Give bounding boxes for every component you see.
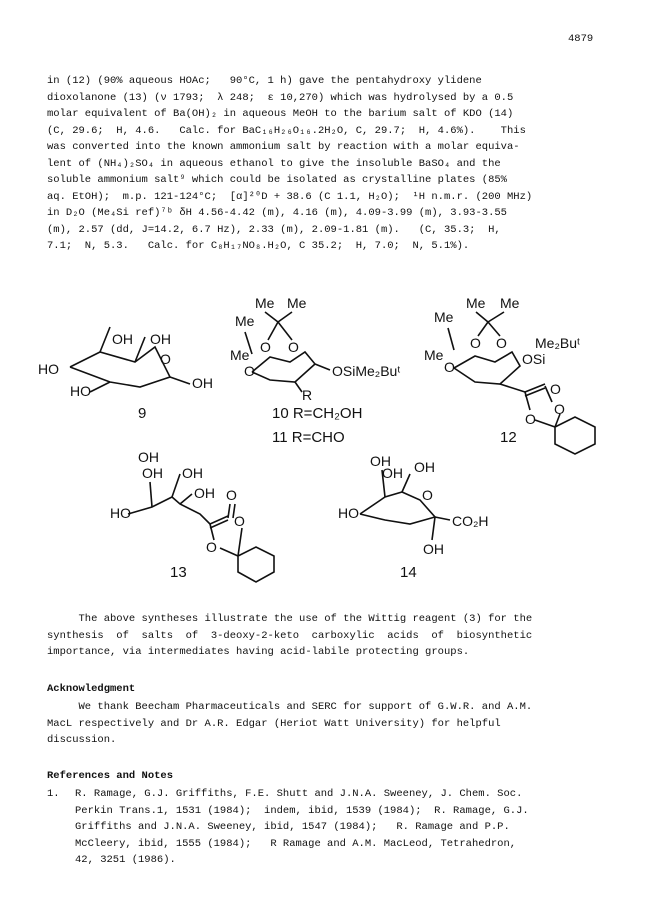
atom-oh: OH — [423, 541, 444, 557]
acknowledgment-body — [47, 699, 610, 749]
text-line: 42, 3251 (1986). — [75, 854, 176, 866]
reference-number: 1. — [47, 788, 60, 800]
structure-9 — [38, 327, 213, 422]
text-line: MacL respectively and Dr A.R. Edgar (Heriot Watt University) for helpful — [47, 717, 501, 730]
structure-12 — [424, 295, 595, 454]
atom-o: O — [470, 335, 481, 351]
text-line: synthesis of salts of 3-deoxy-2-keto carboxylic acids of biosynthetic — [47, 629, 533, 642]
references-list — [47, 786, 610, 869]
atom-o: O — [234, 513, 245, 529]
atom-o: O — [160, 351, 171, 367]
atom-me: Me — [255, 295, 275, 311]
atom-me: Me — [287, 295, 307, 311]
paragraph-conclusion — [47, 611, 610, 661]
atom-me: Me — [466, 295, 486, 311]
text-line: Perkin Trans.1, 1531 (1984); indem, ibid, 1539 (1984); R. Ramage, G.J. — [75, 804, 529, 817]
text-line: lent of (NH₄)₂SO₄ in aqueous ethanol to give the insoluble BaSO₄ and the — [47, 157, 501, 170]
atom-o: O — [554, 401, 565, 417]
atom-oh: OH — [192, 375, 213, 391]
text-line: 7.1; N, 5.3. Calc. for C₈H₁₇NO₈.H₂O, C 35.2; H, 7.0; N, 5.1%). — [47, 240, 470, 252]
atom-o: O — [260, 339, 271, 355]
structure-label-10: 10 R=CH₂OH — [272, 405, 363, 422]
atom-oh: OH — [414, 459, 435, 475]
atom-oh: OH — [142, 465, 163, 481]
text-line: aq. EtOH); m.p. 121-124°C; [α]²⁰D + 38.6 (C 1.1, H₂O); ¹H n.m.r. (200 MHz) — [47, 190, 533, 203]
atom-ho: HO — [38, 361, 59, 377]
atom-o: O — [226, 487, 237, 503]
atom-o: O — [550, 381, 561, 397]
text-line: in D₂O (Me₄Si ref)⁷ᵇ δH 4.56-4.42 (m), 4.16 (m), 4.09-3.99 (m), 3.93-3.55 — [47, 207, 507, 219]
atom-osi: OSi — [522, 351, 546, 367]
paragraph-synthesis — [47, 73, 610, 255]
structure-label-14: 14 — [400, 564, 417, 581]
atom-oh: OH — [182, 465, 203, 481]
references-heading: References and Notes — [47, 770, 174, 782]
structure-label-12: 12 — [500, 429, 517, 446]
text-line: discussion. — [47, 734, 117, 746]
acknowledgment-heading: Acknowledgment — [47, 683, 136, 695]
structure-10-11 — [230, 295, 400, 446]
structure-13 — [110, 449, 274, 582]
atom-o: O — [422, 487, 433, 503]
atom-oh: OH — [382, 465, 403, 481]
atom-me: Me — [434, 309, 454, 325]
text-line: The above syntheses illustrate the use of the Wittig reagent (3) for the — [47, 613, 533, 625]
text-line: R. Ramage, G.J. Griffiths, F.E. Shutt and J.N.A. Sweeney, J. Chem. Soc. — [75, 788, 523, 800]
structure-label-9: 9 — [138, 405, 147, 422]
atom-me: Me — [500, 295, 520, 311]
text-line: was converted into the known ammonium salt by reaction with a molar equiva- — [47, 141, 520, 153]
atom-oh: OH — [112, 331, 133, 347]
text-line: (m), 2.57 (dd, J=14.2, 6.7 Hz), 2.33 (m), 2.09-1.81 (m). (C, 35.3; H, — [47, 223, 501, 236]
atom-me: Me — [230, 347, 250, 363]
atom-oh: OH — [150, 331, 171, 347]
structure-label-13: 13 — [170, 564, 187, 581]
atom-o: O — [288, 339, 299, 355]
atom-o: O — [206, 539, 217, 555]
text-line: McCleery, ibid, 1555 (1984); R Ramage and A.M. MacLeod, Tetrahedron, — [75, 837, 517, 850]
atom-me: Me — [424, 347, 444, 363]
chemical-structures-figure — [30, 292, 640, 592]
text-line: in (12) (90% aqueous HOAc; 90°C, 1 h) gave the pentahydroxy ylidene — [47, 75, 482, 87]
atom-me: Me — [235, 313, 255, 329]
atom-o: O — [496, 335, 507, 351]
text-line: soluble ammonium salt⁹ which could be isolated as crystalline plates (85% — [47, 174, 507, 186]
atom-o: O — [525, 411, 536, 427]
text-line: importance, via intermediates having acid-labile protecting groups. — [47, 646, 470, 658]
atom-oh: OH — [194, 485, 215, 501]
text-line: We thank Beecham Pharmaceuticals and SERC for support of G.W.R. and A.M. — [47, 701, 533, 713]
structure-label-11: 11 R=CHO — [272, 429, 345, 446]
atom-ho: HO — [338, 505, 359, 521]
atom-co2h: CO₂H — [452, 513, 489, 529]
text-line: (C, 29.6; H, 4.6. Calc. for BaC₁₆H₂₆O₁₆.2H₂O, C, 29.7; H, 4.6%). This — [47, 124, 526, 137]
atom-osime2but: OSiMe₂Buᵗ — [332, 363, 401, 379]
atom-oh: OH — [370, 453, 391, 469]
page-number: 4879 — [568, 33, 594, 45]
atom-o: O — [244, 363, 255, 379]
text-line: dioxolanone (13) (ν 1793; λ 248; ε 10,270) which was hydrolysed by a 0.5 — [47, 91, 514, 104]
text-line: molar equivalent of Ba(OH)₂ in aqueous MeOH to the barium salt of KDO (14) — [47, 108, 514, 120]
reference-item — [47, 786, 610, 869]
atom-me2but: Me₂Buᵗ — [535, 335, 581, 351]
atom-r: R — [302, 387, 313, 403]
atom-oh: OH — [138, 449, 159, 465]
structure-14 — [338, 453, 489, 581]
atom-ho: HO — [110, 505, 131, 521]
structures-svg — [30, 292, 640, 592]
atom-ho: HO — [70, 383, 91, 399]
text-line: Griffiths and J.N.A. Sweeney, ibid, 1547 (1984); R. Ramage and P.P. — [75, 821, 510, 833]
atom-o: O — [444, 359, 455, 375]
